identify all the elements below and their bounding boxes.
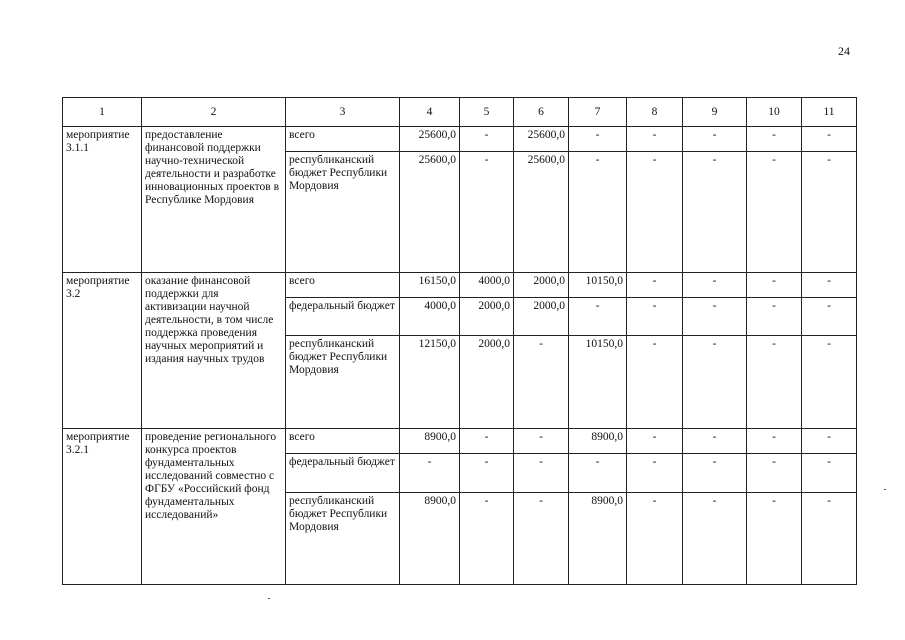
funding-source: всего <box>286 272 400 297</box>
value-cell: - <box>627 335 683 428</box>
value-cell: - <box>747 492 802 584</box>
value-cell: 25600,0 <box>400 127 460 152</box>
value-cell: 10150,0 <box>569 335 627 428</box>
value-cell: - <box>683 272 747 297</box>
value-cell: 10150,0 <box>569 272 627 297</box>
value-cell: - <box>514 454 569 492</box>
table-row <box>63 127 857 152</box>
column-header: 11 <box>802 98 857 127</box>
value-cell: - <box>683 429 747 454</box>
value-cell: - <box>802 335 857 428</box>
column-header: 2 <box>142 98 286 127</box>
value-cell: - <box>683 297 747 335</box>
page-number: 24 <box>838 44 850 58</box>
value-cell: 2000,0 <box>460 335 514 428</box>
value-cell: - <box>683 492 747 584</box>
header-row <box>63 98 857 127</box>
value-cell: - <box>802 272 857 297</box>
funding-source: республиканский бюджет Республики Мордовия <box>286 152 400 272</box>
value-cell: 25600,0 <box>400 152 460 272</box>
value-cell: - <box>460 152 514 272</box>
funding-source: федеральный бюджет <box>286 454 400 492</box>
value-cell: - <box>683 152 747 272</box>
funding-source: всего <box>286 429 400 454</box>
value-cell: - <box>627 152 683 272</box>
value-cell: - <box>514 429 569 454</box>
activity-code: мероприятие 3.2 <box>63 272 142 429</box>
value-cell: - <box>802 454 857 492</box>
value-cell: - <box>460 127 514 152</box>
value-cell: - <box>747 272 802 297</box>
value-cell: - <box>683 454 747 492</box>
column-header: 7 <box>569 98 627 127</box>
value-cell: - <box>569 454 627 492</box>
value-cell: - <box>802 127 857 152</box>
scan-speck <box>884 489 886 490</box>
value-cell: - <box>569 152 627 272</box>
value-cell: - <box>747 454 802 492</box>
value-cell: - <box>627 454 683 492</box>
table-row <box>63 429 857 454</box>
value-cell: - <box>802 492 857 584</box>
column-header: 5 <box>460 98 514 127</box>
value-cell: - <box>627 272 683 297</box>
value-cell: - <box>400 454 460 492</box>
activity-description: проведение регионального конкурса проектов фундаментальных исследований совместно с ФГБУ «Российский фонд фундаментальных исследований» <box>142 429 286 585</box>
value-cell: 12150,0 <box>400 335 460 428</box>
budget-table <box>62 97 857 585</box>
funding-source: республиканский бюджет Республики Мордовия <box>286 335 400 428</box>
column-header: 10 <box>747 98 802 127</box>
value-cell: 2000,0 <box>514 297 569 335</box>
value-cell: - <box>627 492 683 584</box>
column-header: 6 <box>514 98 569 127</box>
value-cell: - <box>627 297 683 335</box>
value-cell: 16150,0 <box>400 272 460 297</box>
value-cell: - <box>747 297 802 335</box>
value-cell: - <box>683 335 747 428</box>
value-cell: 2000,0 <box>460 297 514 335</box>
value-cell: - <box>747 429 802 454</box>
activity-code: мероприятие 3.1.1 <box>63 127 142 273</box>
value-cell: 4000,0 <box>400 297 460 335</box>
activity-description: оказание финансовой поддержки для активизации научной деятельности, в том числе поддержка проведения научных мероприятий и издания научных трудов <box>142 272 286 429</box>
value-cell: - <box>627 127 683 152</box>
column-header: 8 <box>627 98 683 127</box>
value-cell: - <box>747 335 802 428</box>
value-cell: - <box>460 454 514 492</box>
value-cell: 2000,0 <box>514 272 569 297</box>
value-cell: 8900,0 <box>569 429 627 454</box>
value-cell: - <box>802 152 857 272</box>
value-cell: - <box>683 127 747 152</box>
funding-source: всего <box>286 127 400 152</box>
column-header: 3 <box>286 98 400 127</box>
value-cell: 25600,0 <box>514 152 569 272</box>
funding-source: федеральный бюджет <box>286 297 400 335</box>
value-cell: 8900,0 <box>569 492 627 584</box>
column-header: 1 <box>63 98 142 127</box>
value-cell: - <box>514 492 569 584</box>
scan-speck <box>268 598 270 599</box>
activity-code: мероприятие 3.2.1 <box>63 429 142 585</box>
column-header: 9 <box>683 98 747 127</box>
value-cell: - <box>802 429 857 454</box>
activity-description: предоставление финансовой поддержки научно-технической деятельности и разработке инновационных проектов в Республике Мордовия <box>142 127 286 273</box>
value-cell: - <box>747 152 802 272</box>
table-row <box>63 272 857 297</box>
value-cell: - <box>802 297 857 335</box>
value-cell: 8900,0 <box>400 429 460 454</box>
value-cell: - <box>747 127 802 152</box>
column-header: 4 <box>400 98 460 127</box>
value-cell: 25600,0 <box>514 127 569 152</box>
value-cell: - <box>460 492 514 584</box>
value-cell: - <box>569 297 627 335</box>
value-cell: 4000,0 <box>460 272 514 297</box>
value-cell: - <box>460 429 514 454</box>
value-cell: - <box>569 127 627 152</box>
value-cell: 8900,0 <box>400 492 460 584</box>
value-cell: - <box>627 429 683 454</box>
funding-source: республиканский бюджет Республики Мордовия <box>286 492 400 584</box>
value-cell: - <box>514 335 569 428</box>
